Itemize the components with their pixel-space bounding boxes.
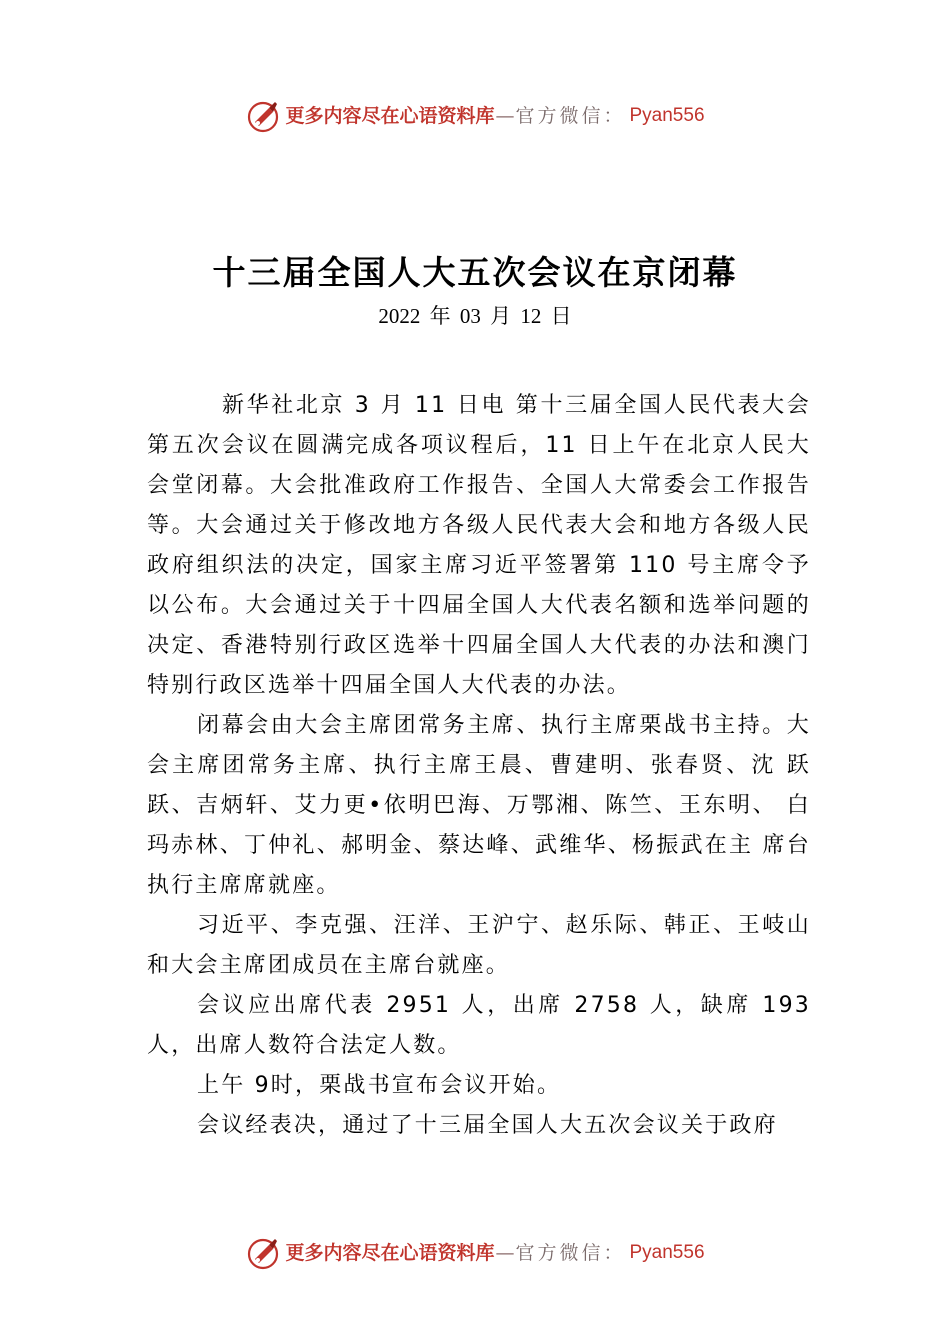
banner-wechat-id: Pyan556 [629, 105, 705, 126]
paragraph-2: 闭幕会由大会主席团常务主席、执行主席栗战书主持。大会主席团常务主席、执行主席王晨、曹建明、张春贤、沈 跃跃、吉炳轩、艾力更•依明巴海、万鄂湘、陈竺、王东明、 白玛赤林、丁仲礼、郝明金、蔡达峰、武维华、杨振武在主 席台执行主席席就座。 [147, 713, 811, 898]
banner-dash: — [495, 105, 515, 127]
footer-banner [0, 1233, 950, 1273]
banner-label: 官方微信： [515, 1242, 626, 1264]
paragraph-1: 新华社北京 3 月 11 日电 第十三届全国人民代表大会第五次会议在圆满完成各项议程后，11 日上午在北京人民大会堂闭幕。大会批准政府工作报告、全国人大常委会工作报告等。大会通过关于修改地方各级人民代表大会和地方各级人民政府组织法的决定，国家主席习近平签署第 110 号主席令予以公布。大会通过关于十四届全国人大代表名额和选举问题的决定、香港特别行政区选举十四届全国人大代表的办法和澳门特别行政区选举十四届全国人大代表的办法。 [147, 393, 811, 698]
banner-dash: — [495, 1242, 515, 1264]
article-body [147, 386, 811, 1146]
banner-prefix: 更多内容尽在心语资料库 [285, 105, 495, 127]
pen-logo-icon [245, 1235, 281, 1271]
header-banner [0, 96, 950, 136]
banner-label: 官方微信： [515, 105, 626, 127]
article-title: 十三届全国人大五次会议在京闭幕 [212, 253, 738, 292]
paragraph-6: 会议经表决，通过了十三届全国人大五次会议关于政府 [197, 1113, 778, 1138]
article-date: 2022 年 03 月 12 日 [378, 304, 572, 328]
paragraph-5: 上午 9时，栗战书宣布会议开始。 [197, 1073, 562, 1098]
paragraph-3: 习近平、李克强、汪洋、王沪宁、赵乐际、韩正、王岐山和大会主席团成员在主席台就座。 [147, 913, 811, 978]
paragraph-4: 会议应出席代表 2951 人，出席 2758 人，缺席 193 人，出席人数符合法定人数。 [147, 993, 811, 1058]
banner-wechat-id: Pyan556 [629, 1242, 705, 1263]
banner-prefix: 更多内容尽在心语资料库 [285, 1242, 495, 1264]
pen-logo-icon [245, 98, 281, 134]
